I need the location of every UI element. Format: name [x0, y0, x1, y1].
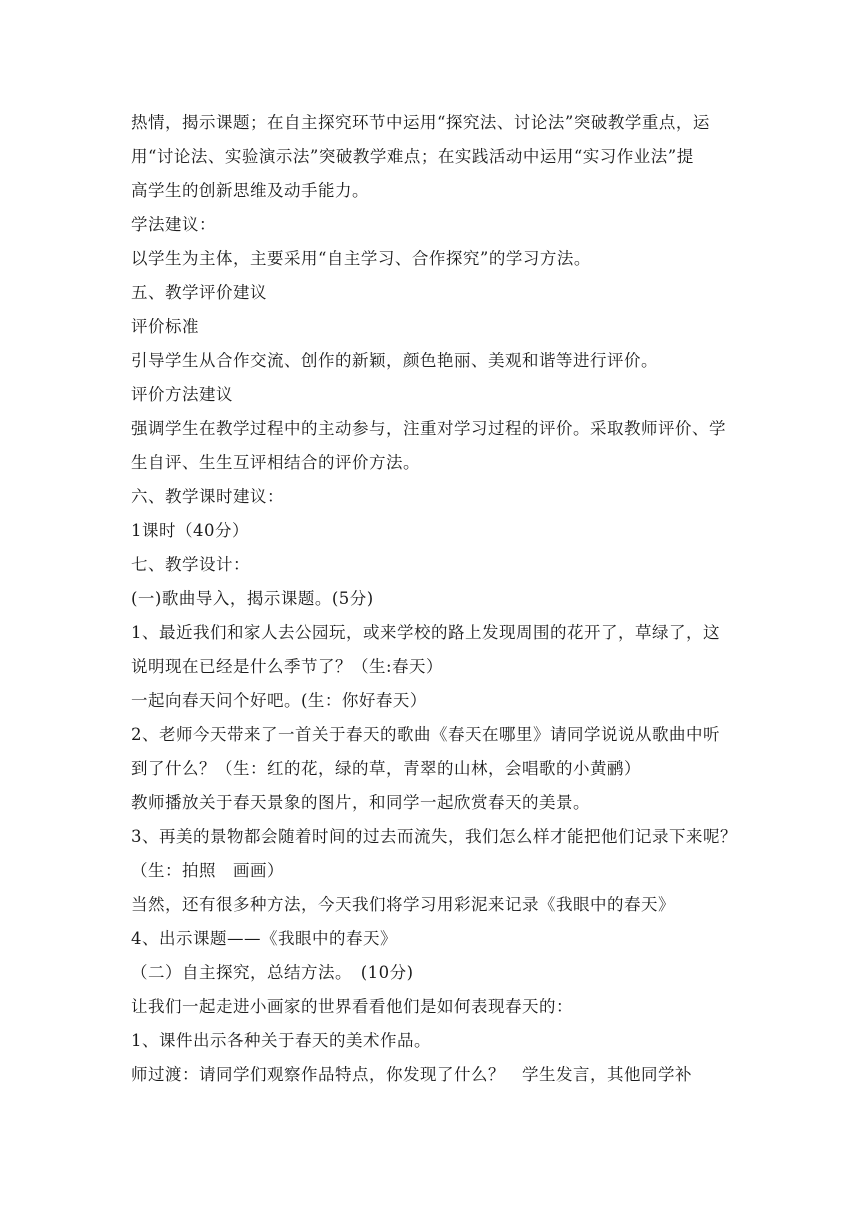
text-line: 说明现在已经是什么季节了？（生:春天） [131, 657, 444, 676]
text-line: 教师播放关于春天景象的图片，和同学一起欣赏春天的美景。 [131, 793, 590, 812]
subsection-heading: (一)歌曲导入，揭示课题。(5分) [131, 589, 374, 608]
text-line: 让我们一起走进小画家的世界看看他们是如何表现春天的： [131, 997, 573, 1016]
text-line: 师过渡：请同学们观察作品特点，你发现了什么？ 学生发言，其他同学补 [131, 1065, 692, 1084]
text-line: 用“讨论法、实验演示法”突破教学难点；在实践活动中运用“实习作业法”提 [131, 147, 694, 166]
text-line: 到了什么？（生：红的花，绿的草，青翠的山林，会唱歌的小黄鹂） [131, 759, 641, 778]
document-page [131, 106, 736, 1092]
text-line: 引导学生从合作交流、创作的新颖，颜色艳丽、美观和谐等进行评价。 [131, 351, 658, 370]
section-heading: 七、教学设计： [131, 555, 250, 574]
text-line: 生自评、生生互评相结合的评价方法。 [131, 453, 420, 472]
text-line: 强调学生在教学过程中的主动参与，注重对学习过程的评价。采取教师评价、学 [131, 419, 726, 438]
section-heading: 六、教学课时建议： [131, 487, 284, 506]
text-line: 以学生为主体，主要采用“自主学习、合作探究”的学习方法。 [131, 249, 591, 268]
text-line: 一起向春天问个好吧。(生：你好春天） [131, 691, 427, 710]
section-label: 评价标准 [131, 317, 199, 336]
text-line: 1课时（40分） [131, 521, 249, 540]
section-label: 学法建议： [131, 215, 216, 234]
section-label: 评价方法建议 [131, 385, 233, 404]
text-line: 高学生的创新思维及动手能力。 [131, 181, 369, 200]
text-line: 热情，揭示课题；在自主探究环节中运用“探究法、讨论法”突破教学重点，运 [131, 113, 710, 132]
text-line: 3、再美的景物都会随着时间的过去而流失，我们怎么样才能把他们记录下来呢？ [131, 827, 737, 846]
text-line: （生：拍照 画画） [131, 861, 284, 880]
text-line: 2、老师今天带来了一首关于春天的歌曲《春天在哪里》请同学说说从歌曲中听 [131, 725, 720, 744]
text-line: 1、最近我们和家人去公园玩，或来学校的路上发现周围的花开了，草绿了，这 [131, 623, 720, 642]
subsection-heading: （二）自主探究，总结方法。 (10分) [131, 963, 414, 982]
section-heading: 五、教学评价建议 [131, 283, 267, 302]
text-line: 当然，还有很多种方法，今天我们将学习用彩泥来记录《我眼中的春天》 [131, 895, 675, 914]
text-line: 4、出示课题——《我眼中的春天》 [131, 929, 397, 948]
text-line: 1、课件出示各种关于春天的美术作品。 [131, 1031, 431, 1050]
